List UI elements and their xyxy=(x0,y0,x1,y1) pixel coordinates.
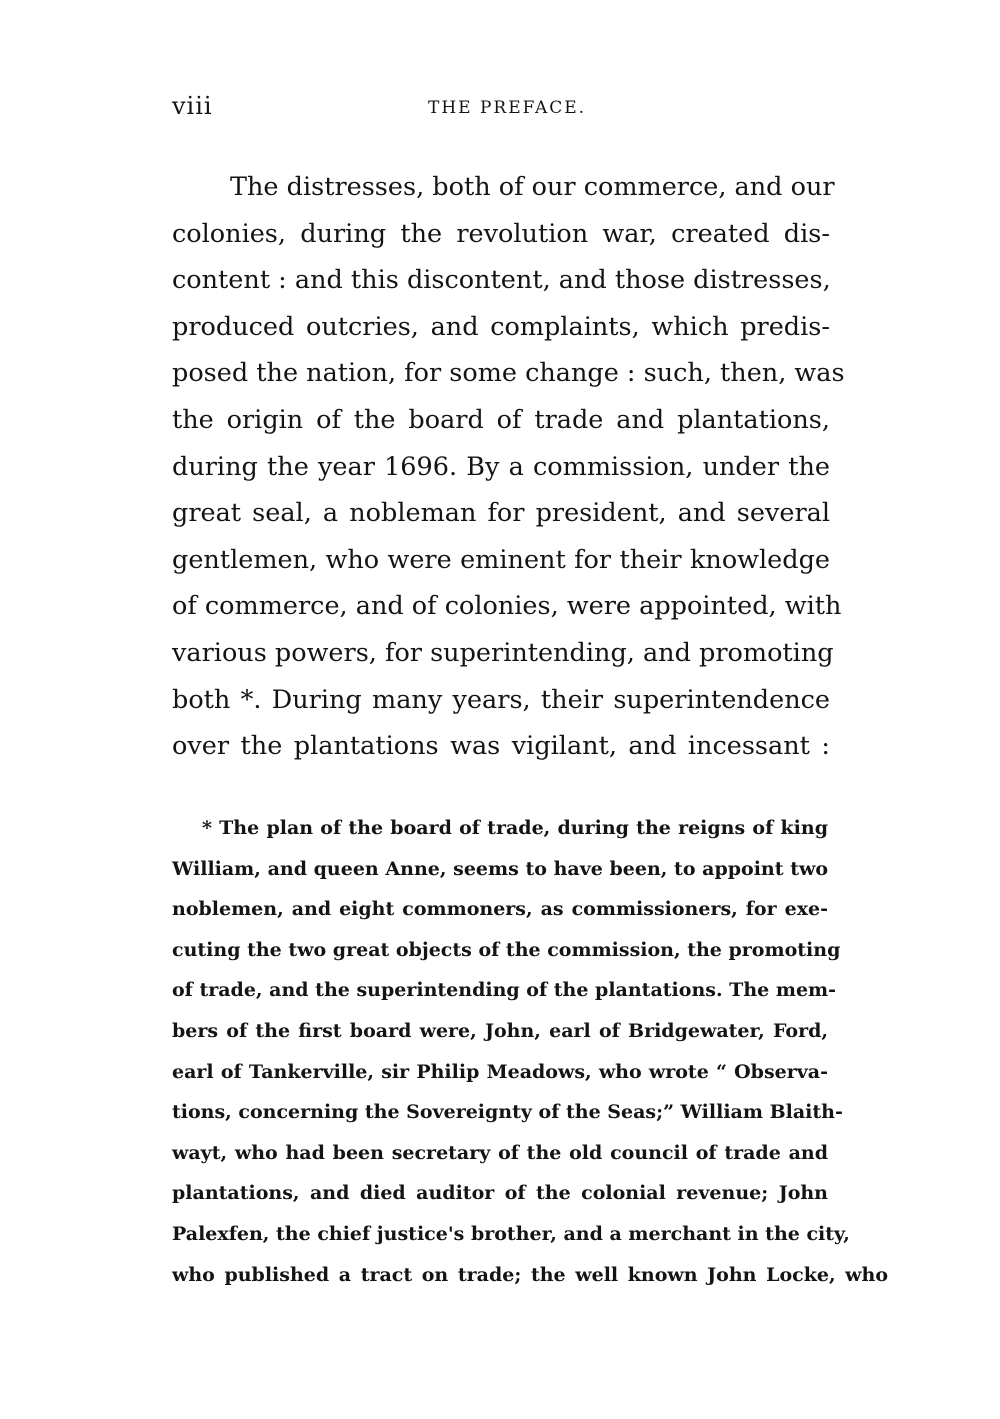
page-number: viii xyxy=(172,92,213,120)
body-line: content : and this discontent, and those distresses, xyxy=(172,265,831,296)
footnote-line: bers of the first board were, John, earl of Bridgewater, Ford, xyxy=(172,1019,828,1042)
body-line: the origin of the board of trade and plantations, xyxy=(172,404,830,435)
footnote-line: who published a tract on trade; the well known John Locke, who xyxy=(172,1263,889,1286)
footnote-line: cuting the two great objects of the commission, the promoting xyxy=(172,938,841,961)
body-line: during the year 1696. By a commission, under the xyxy=(172,451,830,482)
body-line: The distresses, both of our commerce, and our xyxy=(230,172,835,202)
body-line: gentlemen, who were eminent for their knowledge xyxy=(172,544,830,575)
footnote-line: William, and queen Anne, seems to have been, to appoint two xyxy=(172,857,828,880)
footnote-line: Palexfen, the chief justice's brother, and a merchant in the city, xyxy=(172,1222,850,1245)
body-line: colonies, during the revolution war, created dis- xyxy=(172,218,830,249)
footnote xyxy=(172,808,889,1295)
body-line: produced outcries, and complaints, which predis- xyxy=(172,311,830,342)
footnote-line: plantations, and died auditor of the colonial revenue; John xyxy=(172,1182,828,1205)
main-text xyxy=(172,164,845,770)
body-line: posed the nation, for some change : such, then, was xyxy=(172,358,845,389)
footnote-line: * The plan of the board of trade, during the reigns of king xyxy=(202,817,828,839)
body-line: over the plantations was vigilant, and incessant : xyxy=(172,731,830,762)
footnote-line: noblemen, and eight commoners, as commissioners, for exe- xyxy=(172,898,828,921)
running-head: THE PREFACE. xyxy=(428,98,587,118)
footnote-line: tions, concerning the Sovereignty of the Seas;” William Blaith- xyxy=(172,1101,843,1124)
footnote-line: of trade, and the superintending of the plantations. The mem- xyxy=(172,979,837,1002)
footnote-line: wayt, who had been secretary of the old council of trade and xyxy=(172,1141,828,1164)
page-header xyxy=(172,92,828,122)
body-line: both *. During many years, their superintendence xyxy=(172,684,830,715)
body-line: great seal, a nobleman for president, and several xyxy=(172,498,830,529)
body-line: various powers, for superintending, and promoting xyxy=(172,637,834,668)
footnote-line: earl of Tankerville, sir Philip Meadows, who wrote “ Observa- xyxy=(172,1060,828,1083)
body-line: of commerce, and of colonies, were appointed, with xyxy=(172,591,842,622)
